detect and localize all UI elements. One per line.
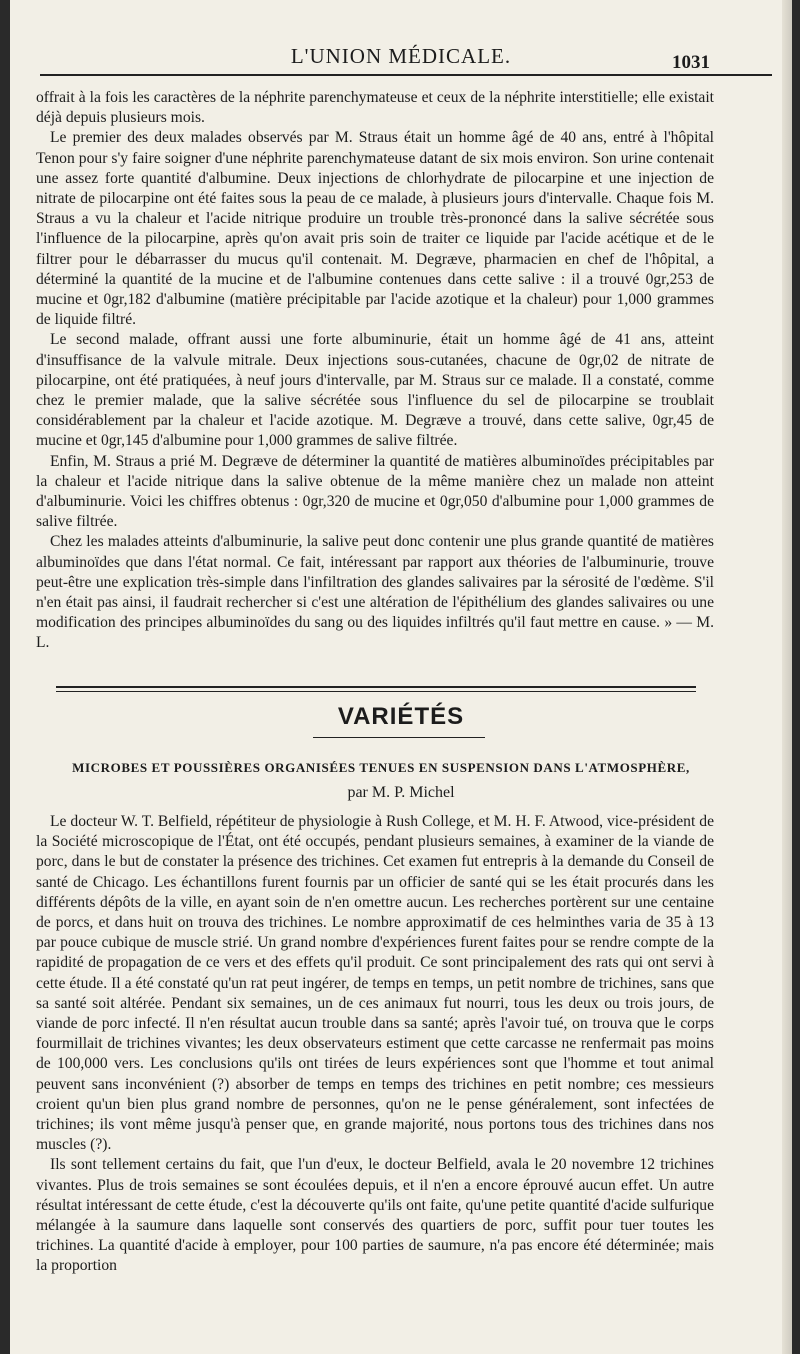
paragraph: Le docteur W. T. Belfield, répétiteur de physiologie à Rush College, et M. H. F. Atwood, vice-président de la Société microscopique de l'État, ont été occupés, pendant plusieurs semaines, à examiner de la viande de porc, dans le but de constater la présence des trichines. Cet examen fut entrepris à la demande du Conseil de santé de Chicago. Les échantillons furent fournis par un officier de santé qui se les était procurés dans les différents dépôts de la ville, en ayant soin de n'en omettre aucun. Les recherches portèrent sur une centaine de porcs, et dans huit on trouva des trichines. Le nombre approximatif de ces helminthes varia de 35 à 13 par pouce cubique de muscle strié. Un grand nombre d'expériences furent faites pour se rendre compte de la rapidité de propagation de ce vers et des effets qu'il produit. Ce sont principalement des rats qui ont servi à cette étude. Il a été constaté qu'un rat peut ingérer, de temps en temps, un petit nombre de trichines, sans que sa santé soit altérée. Pendant six semaines, un de ces animaux fut nourri, tous les deux ou trois jours, de viande de porc infecté. Il n'en résultat aucun trouble dans sa santé; après l'avoir tué, on trouva que le corps fourmillait de trichines vivantes; les deux observateurs estiment que cette carcasse ne renfermait pas moins de 100,000 vers. Les conclusions qu'ils ont tirées de leurs expériences sont que l'homme et tout animal peuvent sans inconvénient (?) absorber de temps en temps des trichines en petit nombre; ces messieurs croient qu'un bien plus grand nombre de personnes, qu'on ne le pense généralement, sont infectées de trichines; ils vont même jusqu'à penser que, en grande majorité, nous portons tous des trichines dans nos muscles (?). (36, 813, 714, 1154)
running-head (10, 44, 792, 74)
paragraph: Le premier des deux malades observés par M. Straus était un homme âgé de 40 ans, entré à l'hôpital Tenon pour s'y faire soigner d'une néphrite parenchymateuse datant de six mois environ. Son urine contenait une assez forte quantité d'albumine. Deux injections de chlorhydrate de pilocarpine et une injection de nitrate de pilocarpine ont été faites sous la peau de ce malade, à plusieurs jours d'intervalle. Chaque fois M. Straus a vu la chaleur et l'acide nitrique produire un trouble très-prononcé dans la salive sécrétée sous l'influence de la pilocarpine, après qu'on avait pris soin de traiter ce liquide par l'acide acétique et de le filtrer pour le débarrasser du mucus qu'il contenait. M. Degræve, pharmacien en chef de l'hôpital, a déterminé la quantité de la mucine et de l'albumine contenues dans cette salive : il a trouvé 0gr,253 de mucine et 0gr,182 d'albumine (matière précipitable par l'acide azotique et la chaleur) pour 1,000 grammes de liquide filtré. (36, 129, 714, 329)
continued-article-text (36, 88, 714, 654)
section-title: VARIÉTÉS (337, 703, 465, 730)
paragraph: offrait à la fois les caractères de la néphrite parenchymateuse et ceux de la néphrite interstitielle; elle existait déjà depuis plusieurs mois. (36, 89, 714, 127)
page-edge-shadow (782, 0, 792, 1354)
article-text (36, 812, 714, 1277)
paragraph: Enfin, M. Straus a prié M. Degræve de déterminer la quantité de matières albuminoïdes précipitables par la chaleur et l'acide nitrique dans la salive obtenue de la même manière chez un malade non atteint d'albuminurie. Voici les chiffres obtenus : 0gr,320 de mucine et 0gr,050 d'albumine pour 1,000 grammes de salive filtrée. (36, 452, 714, 531)
paragraph: Le second malade, offrant aussi une forte albuminurie, était un homme âgé de 41 ans, atteint d'insuffisance de la valvule mitrale. Deux injections sous-cutanées, chacune de 0gr,02 de nitrate de pilocarpine, ont été pratiquées, à neuf jours d'intervalle, par M. Straus sur ce malade. Il a constaté, comme chez le premier malade, que la salive sécrétée sous l'influence du sel de pilocarpine se troublait considérablement par la chaleur et l'acide azotique. M. Degræve a trouvé, dans cette salive, 0gr,45 de mucine et 0gr,145 d'albumine pour 1,000 grammes de salive filtrée. (36, 331, 714, 450)
article-title: MICROBES ET POUSSIÈRES ORGANISÉES TENUES EN SUSPENSION DANS L'ATMOSPHÈRE, (72, 760, 690, 775)
page-number: 1031 (672, 52, 710, 73)
header-rule (40, 74, 772, 76)
paragraph: Ils sont tellement certains du fait, que l'un d'eux, le docteur Belfield, avala le 20 novembre 12 trichines vivantes. Plus de trois semaines se sont écoulées depuis, et il n'en a encore éprouvé aucun effet. Un autre résultat intéressant de cette étude, c'est la découverte qu'ils ont faite, qu'une petite quantité d'acide sulfurique mélangée à la saumure dans laquelle sont conservés des quartiers de porc, suffit pour tuer toutes les trichines. La quantité d'acide à employer, pour 100 parties de saumure, n'a pas encore été déterminée; mais la proportion (36, 1156, 714, 1275)
section-title-underline (313, 737, 485, 738)
journal-page (10, 0, 792, 1354)
paragraph: Chez les malades atteints d'albuminurie, la salive peut donc contenir une plus grande quantité de matières albuminoïdes que dans l'état normal. Ce fait, intéressant par rapport aux théories de l'albuminurie, trouve peut-être une explication très-simple dans l'infiltration des glandes salivaires par la sérosité de l'œdème. S'il n'en était pas ainsi, il faudrait rechercher si c'est une altération de l'épithélium des glandes salivaires ou une modification des principes albuminoïdes du sang ou des liquides infiltrés qu'il faut mettre en cause. » — M. L. (36, 533, 714, 652)
section-divider (56, 686, 696, 692)
article-byline: par M. P. Michel (347, 784, 455, 801)
journal-title: L'UNION MÉDICALE. (290, 44, 512, 68)
